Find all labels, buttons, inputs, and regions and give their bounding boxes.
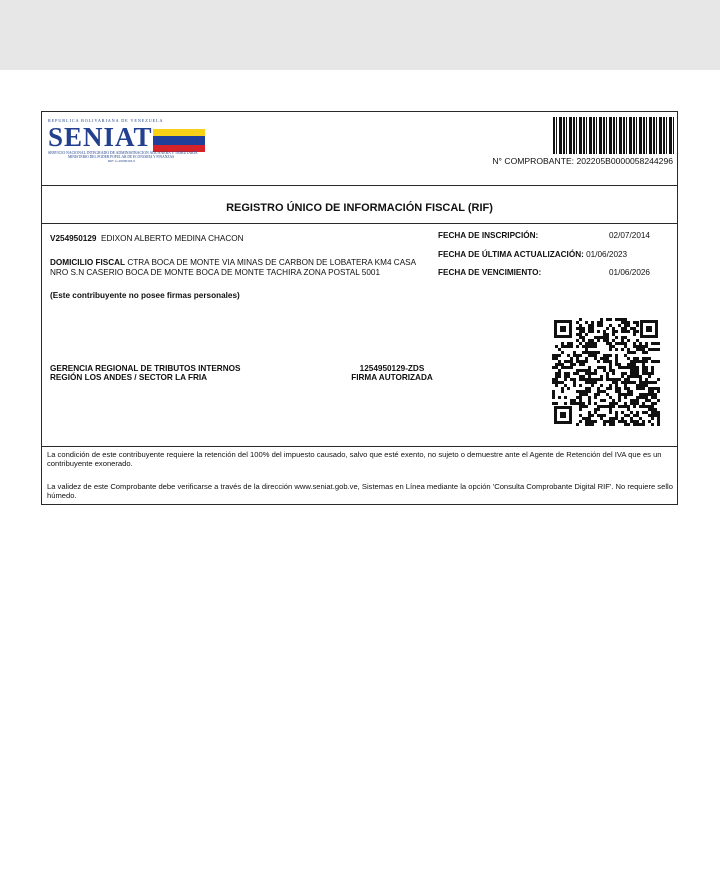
rif-certificate xyxy=(41,111,678,505)
logo-line-3: RIF: G-20000303-0 xyxy=(108,159,136,163)
actualizacion-date: 01/06/2023 xyxy=(586,250,628,259)
office-line-2: REGIÓN LOS ANDES / SECTOR LA FRIA xyxy=(50,373,208,382)
signature-code: 1254950129-ZDS xyxy=(359,364,425,373)
actualizacion-label: FECHA DE ÚLTIMA ACTUALIZACIÓN: xyxy=(438,250,584,259)
inscripcion-date: 02/07/2014 xyxy=(609,231,650,240)
comprobante-number: N° COMPROBANTE: 202205B0000058244296 xyxy=(492,156,673,166)
office-line-1: GERENCIA REGIONAL DE TRIBUTOS INTERNOS xyxy=(50,364,241,373)
barcode-icon xyxy=(553,117,674,154)
vencimiento-label: FECHA DE VENCIMIENTO: xyxy=(438,268,542,277)
taxpayer-rif: V254950129 xyxy=(50,234,97,243)
logo-line-2: MINISTERIO DEL PODER POPULAR DE ECONOMIA Y FINANZAS xyxy=(68,155,175,159)
logo-republic-text: REPUBLICA BOLIVARIANA DE VENEZUELA xyxy=(48,118,164,123)
fiscal-address xyxy=(50,258,432,277)
qr-code-icon xyxy=(552,318,660,426)
divider xyxy=(42,223,677,224)
signatures-note: (Este contribuyente no posee firmas personales) xyxy=(50,291,240,300)
vencimiento-date: 01/06/2026 xyxy=(609,268,650,277)
top-bar xyxy=(0,0,720,70)
validity-notice: La validez de este Comprobante debe verificarse a través de la dirección www.seniat.gob.ve, Sistemas en Línea mediante la opción 'Consulta Comprobante Digital RIF'. No requiere sello húmedo. xyxy=(47,482,673,500)
signature-label: FIRMA AUTORIZADA xyxy=(351,373,433,382)
divider xyxy=(42,185,677,186)
address-value: CTRA BOCA DE MONTE VIA MINAS DE CARBON DE LOBATERA KM4 CASA NRO S.N CASERIO BOCA DE MONTE BOCA DE MONTE TACHIRA ZONA POSTAL 5001 xyxy=(50,258,416,277)
flag-icon xyxy=(153,129,205,152)
logo-line-1: SERVICIO NACIONAL INTEGRADO DE ADMINISTRACION ADUANERA Y TRIBUTARIA xyxy=(48,151,198,155)
inscripcion-label: FECHA DE INSCRIPCIÓN: xyxy=(438,231,539,240)
address-label: DOMICILIO FISCAL xyxy=(50,258,126,267)
retention-notice: La condición de este contribuyente requiere la retención del 100% del impuesto causado, salvo que esté exento, no sujeto o demuestre ante el Agente de Retención del IVA que es un contribuyente exonerado. xyxy=(47,450,662,468)
taxpayer-line xyxy=(50,234,244,244)
logo-wordmark: SENIAT xyxy=(48,122,153,152)
divider xyxy=(42,446,677,447)
document-title: REGISTRO ÚNICO DE INFORMACIÓN FISCAL (RIF) xyxy=(226,202,493,214)
actualizacion-row xyxy=(438,250,627,260)
taxpayer-name: EDIXON ALBERTO MEDINA CHACON xyxy=(101,234,244,243)
seniat-logo xyxy=(48,118,208,168)
